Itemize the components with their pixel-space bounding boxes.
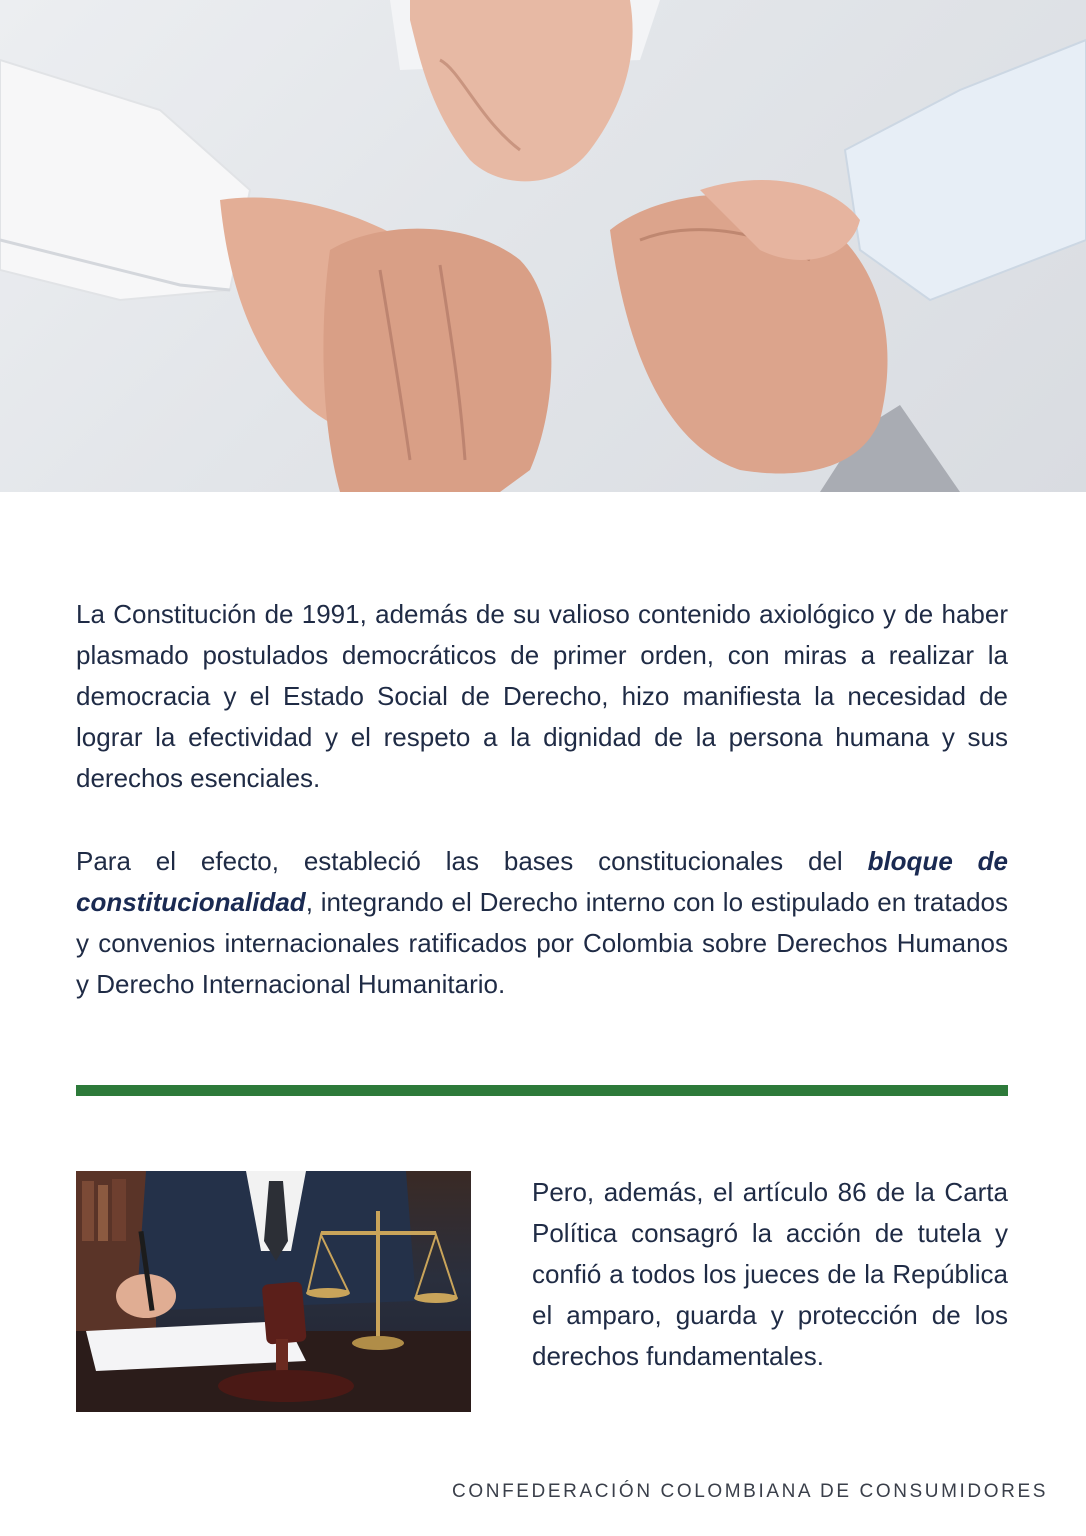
paragraph2-rest: , integrando el Derecho interno con lo estipulado en tratados y convenios internacionales ratificados por Colombia sobre Derechos Humanos y Derecho Internacional Humanitario. bbox=[76, 887, 1008, 999]
paragraph-bloque-constitucionalidad bbox=[76, 841, 1008, 1005]
paragraph2-lead: Para el efecto, estableció las bases constitucionales del bbox=[76, 846, 868, 876]
paragraph-constitution-1991: La Constitución de 1991, además de su valioso contenido axiológico y de haber plasmado postulados democráticos de primer orden, con miras a realizar la democracia y el Estado Social de Derecho, hizo manifiesta la necesidad de lograr la efectividad y el respeto a la dignidad de la persona humana y sus derechos esenciales. bbox=[76, 599, 1008, 793]
lawyer-illustration bbox=[76, 1171, 471, 1412]
hands-illustration bbox=[0, 0, 1086, 492]
paragraph-articulo-86: Pero, además, el artículo 86 de la Carta Política consagró la acción de tutela y confió a todos los jueces de la República el amparo, guarda y protección de los derechos fundamentales. bbox=[532, 1177, 1008, 1371]
green-divider bbox=[76, 1085, 1008, 1096]
footer-organization: CONFEDERACIÓN COLOMBIANA DE CONSUMIDORES bbox=[452, 1481, 1048, 1502]
bloque-de-constitucionalidad-emphasis: bloque de constitucionalidad bbox=[76, 846, 1008, 917]
lawyer-scales-gavel-image bbox=[76, 1171, 471, 1412]
hero-image-hands bbox=[0, 0, 1086, 492]
